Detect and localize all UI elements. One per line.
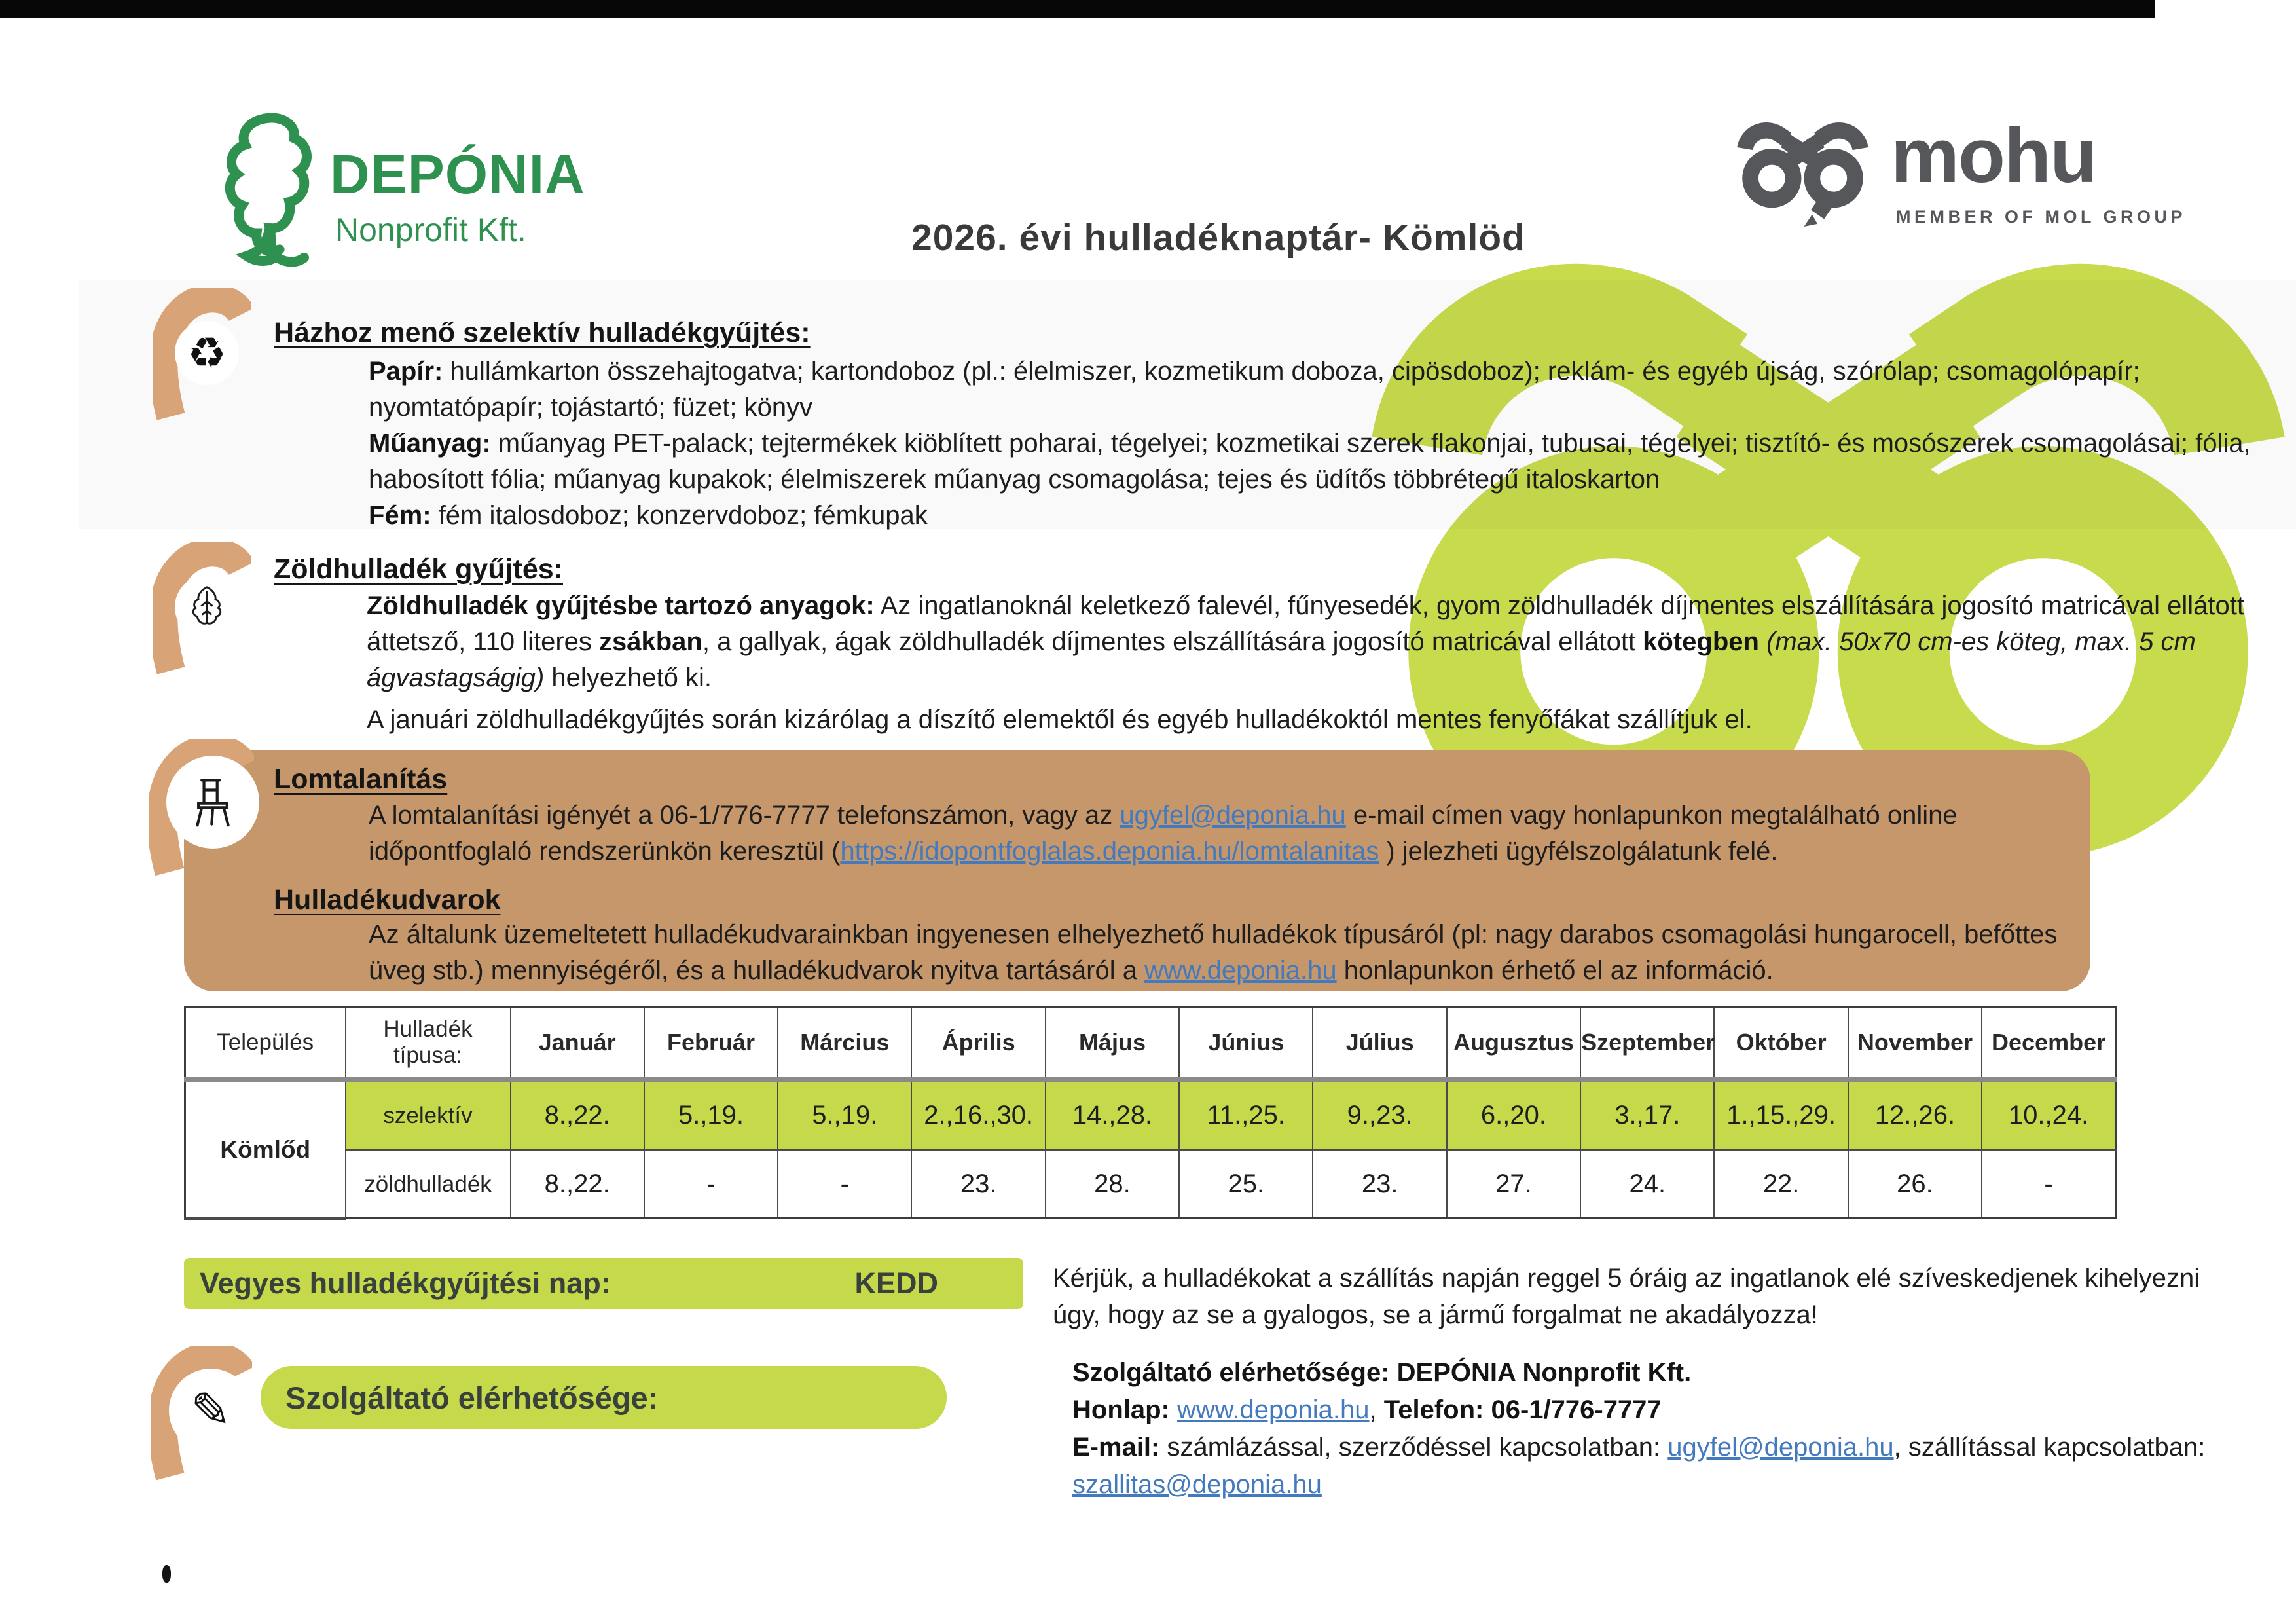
col-header-january: Január: [511, 1007, 644, 1080]
green-waste-bag-bold: zsákban: [599, 627, 702, 656]
date-cell: 5.,19.: [778, 1080, 911, 1150]
date-cell: -: [1982, 1150, 2115, 1219]
chair-icon: [166, 756, 259, 849]
paper-text: hullámkarton összehajtogatva; kartondoboz (pl.: élelmiszer, kozmetikum doboza, cipösdoboz); reklám- és egyéb újság, szórólap; csomagolópapír; nyomtatópapír; tojástartó; füzet; könyv: [369, 357, 2140, 422]
contact-section-icon: [151, 1346, 255, 1490]
paper-paragraph: [369, 354, 2251, 426]
bulky-section-heading: Lomtalanítás: [274, 764, 448, 795]
mixed-waste-day-value: KEDD: [854, 1266, 938, 1300]
yards-paragraph: [369, 917, 2064, 989]
contact-bar: [261, 1366, 947, 1429]
col-header-november: November: [1848, 1007, 1982, 1080]
col-header-december: December: [1982, 1007, 2115, 1080]
deponia-site-link[interactable]: www.deponia.hu: [1144, 956, 1337, 985]
phone-value: 06-1/776-7777: [1484, 1395, 1662, 1424]
green-waste-bundle-bold: kötegben: [1643, 627, 1759, 656]
scan-artifact-speck: [162, 1565, 171, 1583]
date-cell: 27.: [1447, 1150, 1580, 1219]
green-waste-text-3: helyezhető ki.: [544, 663, 712, 692]
deponia-logo: [211, 109, 643, 272]
selective-row: [185, 1080, 2116, 1150]
date-cell: 9.,23.: [1313, 1080, 1446, 1150]
selective-section-heading: Házhoz menő szelektív hulladékgyűjtés:: [274, 317, 811, 348]
deponia-subtitle: Nonprofit Kft.: [335, 212, 526, 248]
phone-label: Telefon:: [1383, 1395, 1484, 1424]
mohu-subtitle: MEMBER OF MOL GROUP: [1896, 207, 2187, 227]
col-header-august: Augusztus: [1447, 1007, 1580, 1080]
page-title: 2026. évi hulladéknaptár- Kömlöd: [911, 217, 1525, 259]
selective-section-body: [369, 354, 2251, 534]
shipping-email-link[interactable]: szallitas@deponia.hu: [1072, 1470, 1322, 1499]
bulky-paragraph: [369, 798, 2064, 870]
col-header-september: Szeptember: [1580, 1007, 1714, 1080]
yards-section-heading: Hulladékudvarok: [274, 884, 501, 915]
bulky-section-icon: [149, 739, 261, 883]
scan-artifact-top-bar: [0, 0, 2155, 18]
date-cell: 6.,20.: [1447, 1080, 1580, 1150]
green-waste-paragraph: [367, 588, 2255, 696]
date-cell: 1.,15.,29.: [1714, 1080, 1848, 1150]
bulky-text-3: ) jelezheti ügyfélszolgálatunk felé.: [1379, 837, 1778, 866]
green-waste-text-1: Az ingatlanoknál keletkező falevél, fűnyesedék, gyom zöldhulladék díjmentes elszállítására jogosító matricával ellátott áttetsző, 110 literes: [367, 591, 2244, 656]
metal-label: Fém:: [369, 501, 431, 530]
col-header-april: Április: [911, 1007, 1045, 1080]
date-cell: -: [778, 1150, 911, 1219]
deponia-leaf-icon: [211, 109, 325, 272]
waste-type-cell: szelektív: [346, 1080, 511, 1150]
col-header-settlement: Település: [185, 1007, 346, 1080]
email-text-2: , szállítással kapcsolatban:: [1893, 1433, 2206, 1462]
col-header-march: Március: [778, 1007, 911, 1080]
plastic-label: Műanyag:: [369, 429, 491, 458]
customer-email-link[interactable]: ugyfel@deponia.hu: [1667, 1433, 1894, 1462]
web-sep: ,: [1369, 1395, 1384, 1424]
date-cell: 3.,17.: [1580, 1080, 1714, 1150]
mixed-waste-day-bar: [184, 1258, 1023, 1309]
green-waste-intro-label: Zöldhulladék gyűjtésbe tartozó anyagok:: [367, 591, 875, 620]
mohu-owl-icon: [1726, 120, 1880, 228]
contact-line-email: [1072, 1429, 2251, 1466]
selective-section-icon: [153, 288, 251, 427]
green-waste-section-icon: [153, 542, 251, 681]
booking-url-link[interactable]: https://idopontfoglalas.deponia.hu/lomtalanitas: [840, 837, 1379, 866]
date-cell: 23.: [1313, 1150, 1446, 1219]
metal-paragraph: [369, 498, 2251, 534]
date-cell: 8.,22.: [511, 1150, 644, 1219]
green-waste-text-2: , a gallyak, ágak zöldhulladék díjmentes elszállítására jogosító matricával ellátott: [702, 627, 1643, 656]
deponia-site-link[interactable]: www.deponia.hu: [1176, 1395, 1370, 1424]
yards-text-1: Az általunk üzemeltetett hulladékudvarainkban ingyenesen elhelyezhető hulladékok típusáról (pl: nagy darabos csomagolási hungarocell, befőttes üveg stb.) mennyiségéről, és a hulladékudvarok nyitva tartásáról a: [369, 920, 2058, 985]
leaf-icon: [175, 575, 239, 639]
mixed-waste-day-label: Vegyes hulladékgyűjtési nap:: [200, 1266, 611, 1300]
contact-line-web-phone: [1072, 1392, 2251, 1429]
col-header-june: Június: [1179, 1007, 1313, 1080]
date-cell: 22.: [1714, 1150, 1848, 1219]
email-text-1: számlázással, szerződéssel kapcsolatban:: [1159, 1433, 1668, 1462]
plastic-paragraph: [369, 426, 2251, 498]
bulky-text-2: e-mail címen vagy honlapunkon megtalálható online időpontfoglaló rendszerünkön keresztül (: [369, 801, 1958, 866]
date-cell: 14.,28.: [1046, 1080, 1179, 1150]
date-cell: 28.: [1046, 1150, 1179, 1219]
collection-calendar-table: [184, 1006, 2117, 1220]
settlement-cell: Kömlőd: [185, 1080, 346, 1219]
date-cell: 8.,22.: [511, 1080, 644, 1150]
date-cell: 10.,24.: [1982, 1080, 2115, 1150]
date-cell: 12.,26.: [1848, 1080, 1982, 1150]
col-header-july: Július: [1313, 1007, 1446, 1080]
date-cell: 5.,19.: [644, 1080, 778, 1150]
pencil-icon: ✎: [169, 1369, 253, 1452]
col-header-february: Február: [644, 1007, 778, 1080]
date-cell: -: [644, 1150, 778, 1219]
plastic-text: műanyag PET-palack; tejtermékek kiöblített poharai, tégelyei; kozmetikai szerek flakonjai, tubusai, tégelyei; tisztító- és mosószerek csomagolásai; fólia, habosított fólia; műanyag kupakok; élelmiszerek műanyag csomagolása; tejes és üdítős többrétegű italoskarton: [369, 429, 2251, 494]
green-waste-size-italic: (max. 50x70 cm-es köteg, max. 5 cm ágvastagságig): [367, 627, 2196, 692]
col-header-may: Május: [1046, 1007, 1179, 1080]
date-cell: 2.,16.,30.: [911, 1080, 1045, 1150]
calendar-header-row: [185, 1007, 2116, 1080]
col-header-october: Október: [1714, 1007, 1848, 1080]
col-header-waste-type: Hulladék típusa:: [346, 1007, 511, 1080]
metal-text: fém italosdoboz; konzervdoboz; fémkupak: [431, 501, 928, 530]
customer-email-link[interactable]: ugyfel@deponia.hu: [1120, 801, 1346, 830]
contact-line-shipping-email: [1072, 1466, 2251, 1504]
bulky-text-1: A lomtalanítási igényét a 06-1/776-7777 telefonszámon, vagy az: [369, 801, 1120, 830]
placement-note: Kérjük, a hulladékokat a szállítás napján reggel 5 óráig az ingatlanok elé szíveskedjenek kihelyezni úgy, hogy az se a gyalogos, se a jármű forgalmat ne akadályozza!: [1053, 1264, 2200, 1329]
date-cell: 24.: [1580, 1150, 1714, 1219]
date-cell: 11.,25.: [1179, 1080, 1313, 1150]
green-waste-section-heading: Zöldhulladék gyűjtés:: [274, 553, 563, 585]
paper-label: Papír:: [369, 357, 443, 386]
mohu-wordmark: mohu: [1891, 113, 2096, 199]
deponia-wordmark: DEPÓNIA: [330, 143, 585, 205]
contact-bar-label: Szolgáltató elérhetősége:: [285, 1380, 659, 1415]
contact-details: [1072, 1354, 2251, 1504]
yards-text-2: honlapunkon érhető el az információ.: [1336, 956, 1774, 985]
web-label: Honlap:: [1072, 1395, 1177, 1424]
waste-type-cell: zöldhulladék: [346, 1150, 511, 1219]
green-waste-row: [185, 1150, 2116, 1219]
date-cell: 23.: [911, 1150, 1045, 1219]
email-label: E-mail:: [1072, 1433, 1160, 1462]
january-note: A januári zöldhulladékgyűjtés során kizárólag a díszítő elemektől és egyéb hulladékoktól mentes fenyőfákat szállítjuk el.: [367, 705, 1753, 734]
date-cell: 25.: [1179, 1150, 1313, 1219]
contact-line-provider: Szolgáltató elérhetősége: DEPÓNIA Nonprofit Kft.: [1072, 1358, 1692, 1387]
date-cell: 26.: [1848, 1150, 1982, 1219]
recycle-icon: ♻: [175, 321, 239, 385]
